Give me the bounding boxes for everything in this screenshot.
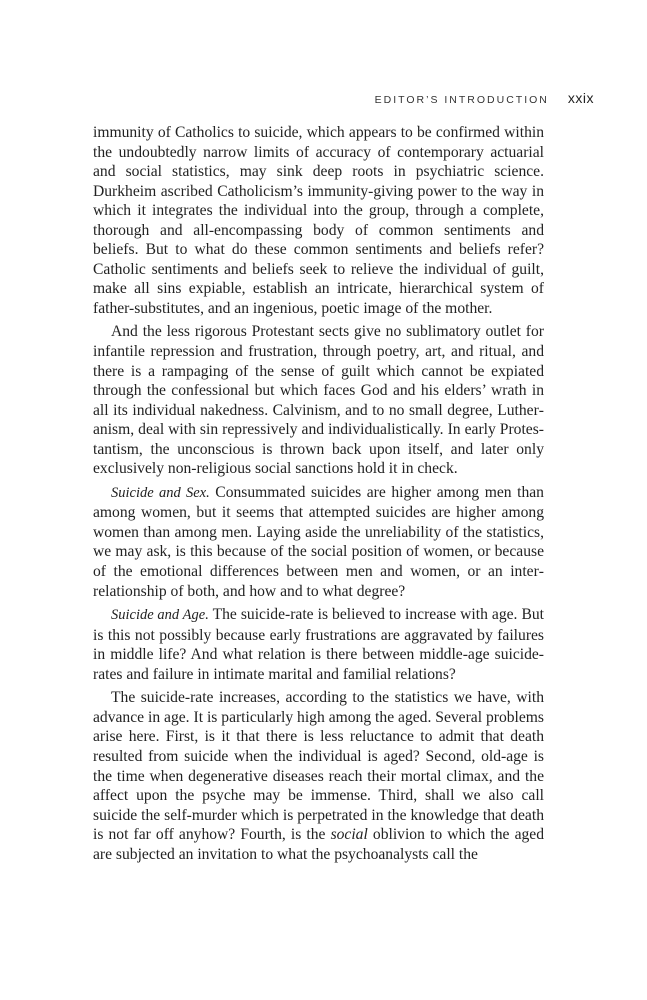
runin-heading-suicide-and-age: Suicide and Age. [111, 607, 209, 624]
page-number: xxix [567, 90, 594, 106]
body-text [93, 123, 544, 864]
paragraph-aged-text-2: oblivion to which the aged are subjected an invitation to what the psychoanalysts call the [93, 826, 545, 863]
running-title: EDITOR’S INTRODUCTION [374, 94, 549, 106]
paragraph-protestant-sects: And the less rigorous Protestant sects give no sublimatory outlet for infantile repression and frustration, through poetry, art, and ritual, and there is a rampaging of the sense of guilt which cannot be expiated through the confessional but which faces God and his elders’ wrath in all its individual nakedness. Calvinism, and to no small degree, Lutheranism, deal with sin repressively and individualistically. In early Protestantism, the unconscious is thrown back upon itself, and later only exclusively non-religious social sanctions hold it in check. [93, 323, 544, 478]
paragraph-suicide-and-sex-text: Consummated suicides are higher among men than among women, but it seems that attempted suicides are higher among women than among men. Laying aside the unreliability of the statistics, we may ask, is this because of the social position of women, or because of the emotional differences between men and women, or an interrelationship of both, and how and to what degree? [93, 483, 544, 600]
paragraph-suicide-and-sex [93, 483, 544, 601]
emphasis-social: social [330, 826, 368, 844]
paragraph-suicide-and-age-text: The suicide-rate is believed to increase with age. But is this not possibly because early frustrations are aggravated by failures in middle life? And what relation is there between middle-age suicide-rates and failure in intimate marital and familial relations? [93, 606, 544, 683]
paragraph-suicide-rate-aged [93, 688, 544, 864]
running-head [93, 90, 594, 106]
paragraph-suicide-and-age [93, 605, 544, 684]
paragraph-continued: immunity of Catholics to suicide, which appears to be confirmed within the undoubtedly narrow limits of accuracy of contemporary actuarial and social statistics, may sink deep roots in psychiatric science. Durkheim ascribed Catholicism’s immunity-giving power to the way in which it integrates the individual into the group, through a complete, thorough and all-encompassing body of common sentiments and beliefs. But to what do these common sentiments and beliefs refer? Catholic sentiments and beliefs seek to relieve the individual of guilt, make all sins expiable, establish an intricate, hierarchical system of father-substitutes, and an ingenious, poetic image of the mother. [93, 124, 544, 317]
runin-heading-suicide-and-sex: Suicide and Sex. [111, 484, 210, 501]
paragraph-aged-text-1: The suicide-rate increases, according to the statistics we have, with advance in age. It is particularly high among the aged. Several problems arise here. First, is it that there is less reluctance to admit that death resulted from suicide when the individual is aged? Second, old-age is the time when degenerative diseases reach their mortal climax, and the affect upon the psyche may be immense. Third, shall we also call suicide the self-murder which is perpetrated in the knowledge that death is not far off anyhow? Fourth, is the [93, 689, 544, 844]
